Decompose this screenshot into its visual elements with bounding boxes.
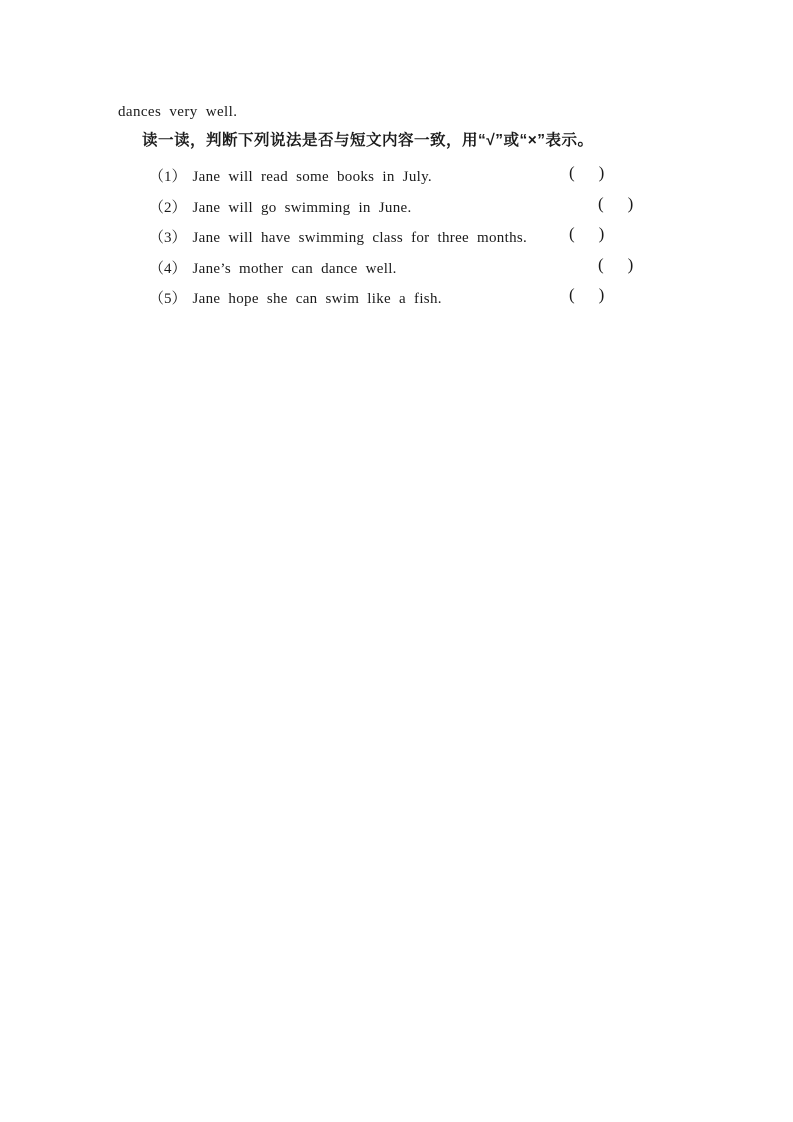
passage-continuation: dances very well. <box>118 104 238 120</box>
quiz-item-number: （2） <box>149 200 187 216</box>
quiz-item-5 <box>149 287 793 309</box>
answer-brackets[interactable] <box>569 163 604 183</box>
answer-bracket-open-icon: ( <box>569 285 575 304</box>
answer-bracket-open-icon: ( <box>598 194 604 213</box>
quiz-item-statement: Jane’s mother can dance well. <box>192 261 397 277</box>
answer-bracket-open-icon: ( <box>569 163 575 182</box>
answer-bracket-close-icon: ) <box>627 255 634 274</box>
quiz-item-4 <box>149 257 793 279</box>
answer-bracket-open-icon: ( <box>598 255 604 274</box>
answer-brackets[interactable] <box>598 255 633 275</box>
answer-bracket-close-icon: ) <box>598 224 605 243</box>
question-list <box>149 165 793 325</box>
answer-bracket-close-icon: ) <box>598 285 605 304</box>
quiz-item-number: （1） <box>149 169 187 185</box>
quiz-item-2 <box>149 196 793 218</box>
answer-brackets[interactable] <box>598 194 633 214</box>
answer-brackets[interactable] <box>569 285 604 305</box>
answer-bracket-open-icon: ( <box>569 224 575 243</box>
answer-bracket-close-icon: ) <box>627 194 634 213</box>
quiz-item-statement: Jane will have swimming class for three months. <box>192 230 528 246</box>
quiz-item-statement: Jane hope she can swim like a fish. <box>192 291 442 307</box>
quiz-item-statement: Jane will go swimming in June. <box>192 200 412 216</box>
instruction-text: 读一读，判断下列说法是否与短文内容一致，用“√”或“×”表示。 <box>142 132 594 149</box>
quiz-item-1 <box>149 165 793 187</box>
quiz-item-number: （4） <box>149 261 187 277</box>
answer-brackets[interactable] <box>569 224 604 244</box>
answer-bracket-close-icon: ) <box>598 163 605 182</box>
quiz-item-3 <box>149 226 793 248</box>
quiz-item-number: （5） <box>149 291 187 307</box>
quiz-item-statement: Jane will read some books in July. <box>192 169 432 185</box>
quiz-item-number: （3） <box>149 230 187 246</box>
